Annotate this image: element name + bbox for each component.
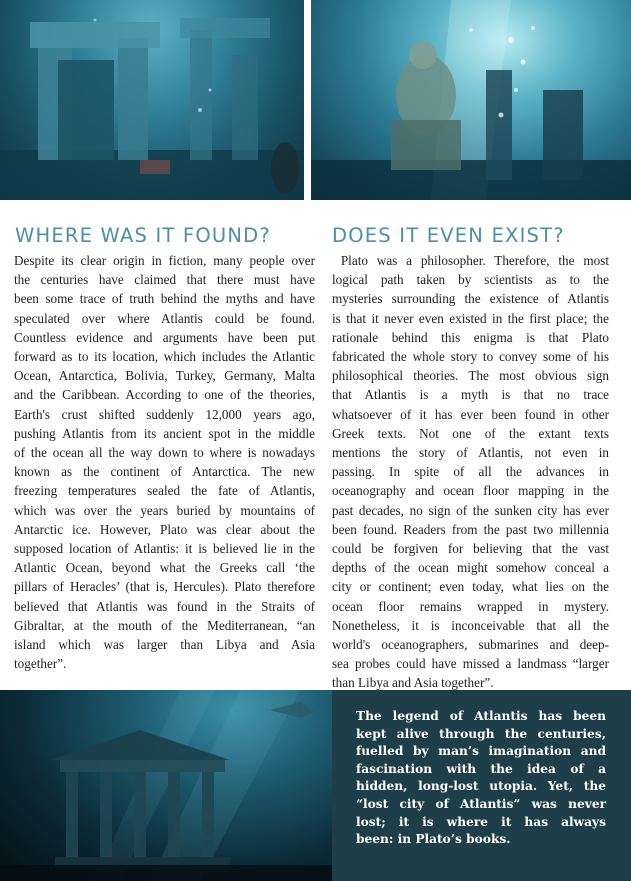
body-line: logical path taken by scientists as to the xyxy=(332,272,609,288)
submerged-statue-image xyxy=(311,0,631,200)
body-line: together”. xyxy=(14,656,67,672)
body-line: Atlantic Ocean, beyond what the Greeks call ‘the xyxy=(14,560,315,576)
body-line: Ocean, Antarctica, Bolivia, Turkey, Germany, Malta xyxy=(14,368,315,384)
pull-quote-panel xyxy=(332,690,631,881)
body-line: than Libya and Asia together”. xyxy=(332,675,494,691)
pull-quote-text xyxy=(356,708,606,849)
body-line: supposed location of Atlantis: it is believed lie in the xyxy=(14,541,315,557)
body-line: been some trace of truth behind the myths and have xyxy=(14,291,315,307)
body-line: philosophical theories. The most obvious sign xyxy=(332,368,609,384)
body-line: the centuries have claimed that there must have xyxy=(14,272,315,288)
body-line: forward as to its location, which includes the Atlantic xyxy=(14,349,315,365)
underwater-temple-image xyxy=(0,690,332,881)
where-was-it-found-heading: WHERE WAS IT FOUND? xyxy=(15,224,271,247)
body-line: believed that Atlantis was found in the Straits of xyxy=(14,598,315,614)
body-line: which was over the years buried by mountains of xyxy=(14,502,315,518)
body-line: past decades, no sign of the sunken city has ever xyxy=(332,502,609,518)
quote-line: hidden, long-lost utopia. Yet, the xyxy=(356,779,606,794)
body-line: oceanography and ocean floor mapping in the xyxy=(332,483,609,499)
body-line: Despite its clear origin in fiction, many people over xyxy=(14,253,315,268)
quote-line: The legend of Atlantis has been xyxy=(356,709,606,723)
body-line: Earth's crust shifted suddenly 12,000 years ago, xyxy=(14,406,315,422)
quote-line: fuelled by man’s imagination and xyxy=(356,744,606,759)
ruins-illustration xyxy=(0,0,304,200)
body-line: and the Caribbean. According to one of the theories, xyxy=(14,387,315,403)
right-article-body xyxy=(332,251,609,693)
body-line: whatsoever of it has ever been found in other xyxy=(332,406,609,422)
body-line: that Atlantis is a myth is that no trace xyxy=(332,387,609,403)
body-line: Gibraltar, at the mouth of the Mediterranean, “an xyxy=(14,617,315,633)
body-line: island which was larger than Libya and Asia xyxy=(14,637,315,653)
body-line: Nonetheless, it is inconceivable that all the xyxy=(332,617,609,633)
body-line: is that it never even existed in the first place; the xyxy=(332,310,609,326)
body-line: fabricated the whole story to convey some of his xyxy=(332,349,609,365)
does-it-even-exist-heading: DOES IT EVEN EXIST? xyxy=(332,224,565,247)
body-line: city or continent; even today, what lies on the xyxy=(332,579,609,595)
body-line: passing. In spite of all the advances in xyxy=(332,464,609,480)
body-line: freezing temperatures sealed the fate of Atlantis, xyxy=(14,483,315,499)
body-line: rationale behind this enigma is that Plato xyxy=(332,329,609,345)
quote-line: been: in Plato’s books. xyxy=(356,832,511,847)
body-line: mysteries surrounding the existence of Atlantis xyxy=(332,291,609,307)
body-line: Greek texts. Not one of the extant texts xyxy=(332,425,609,441)
body-line: pushing Atlantis from its ancient spot in the middle xyxy=(14,425,315,441)
statue-illustration xyxy=(311,0,631,200)
body-line: could be forgiven for believing that the vast xyxy=(332,541,609,557)
body-line: known as the continent of Antarctica. The new xyxy=(14,464,315,480)
body-line: world's oceanographers, submarines and deep- xyxy=(332,637,609,653)
body-line: mentions the story of Atlantis, not even in xyxy=(332,445,609,461)
temple-illustration xyxy=(0,690,332,881)
body-line: Antarctic ice. However, Plato was clear about the xyxy=(14,521,315,537)
body-line: ocean floor remains wrapped in mystery. xyxy=(332,598,609,614)
body-line: pillars of Heracles’ (that is, Hercules). Plato therefore xyxy=(14,579,315,595)
quote-line: lost; it is where it has always xyxy=(356,814,606,829)
body-line: Countless evidence and arguments have been put xyxy=(14,329,315,345)
quote-line: “lost city of Atlantis” was never xyxy=(356,796,606,811)
underwater-ruins-image xyxy=(0,0,304,200)
body-line: speculated over where Atlantis could be found. xyxy=(14,310,315,326)
left-article-body xyxy=(14,251,315,673)
body-line: Plato was a philosopher. Therefore, the most xyxy=(332,253,609,268)
quote-line: fascination with the idea of a xyxy=(356,761,606,776)
body-line: been found. Readers from the past two millennia xyxy=(332,521,609,537)
body-line: depths of the ocean might somehow conceal a xyxy=(332,560,609,576)
body-line: of the ocean all the way down to where is nowadays xyxy=(14,445,315,461)
body-line: sea probes could have missed a landmass “larger xyxy=(332,656,609,672)
quote-line: kept alive through the centuries, xyxy=(356,726,606,741)
